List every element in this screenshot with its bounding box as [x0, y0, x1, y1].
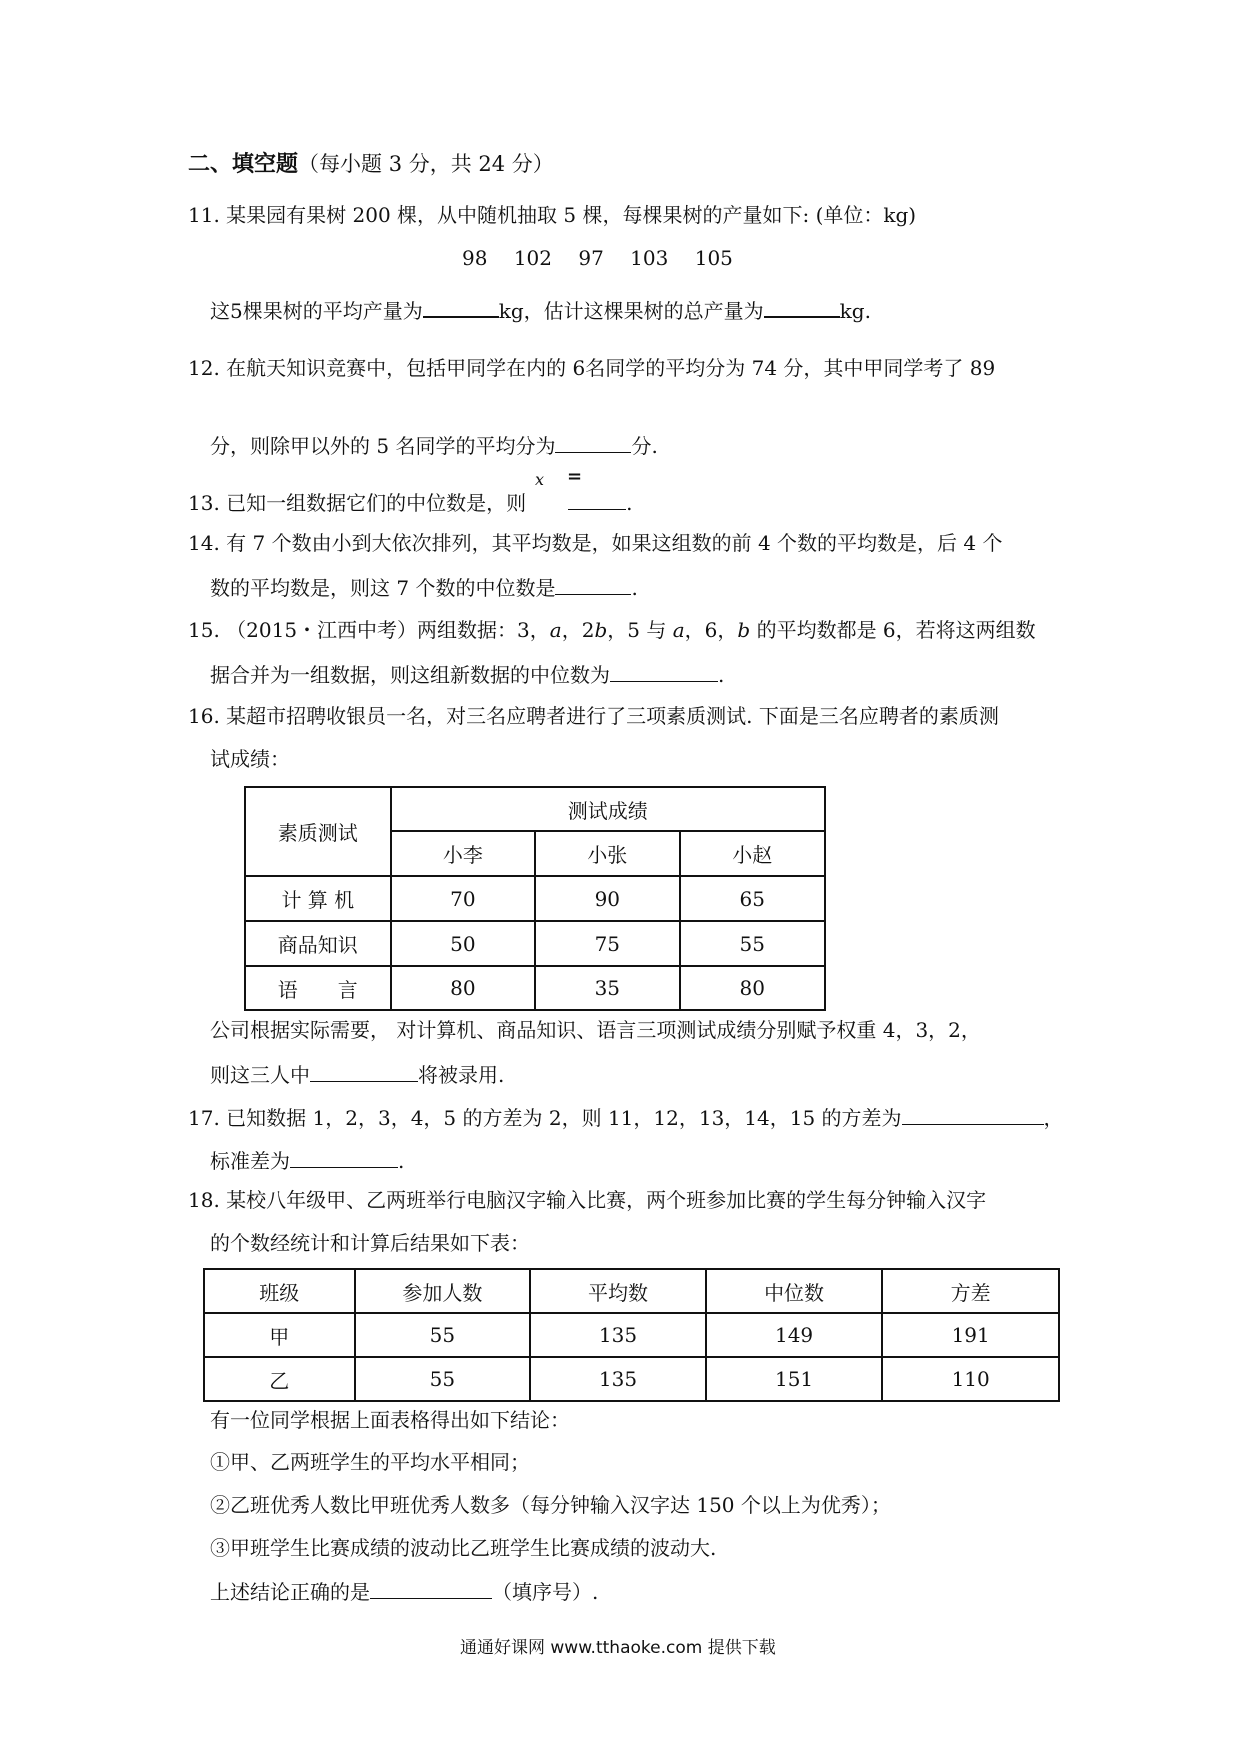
- table-cell: 甲: [204, 1313, 355, 1357]
- candidate-header: 小张: [535, 831, 679, 876]
- table-corner-header: 素质测试: [245, 787, 391, 876]
- data-value: 98: [462, 246, 488, 270]
- var-a: a: [549, 618, 562, 642]
- question-18-final: [210, 1580, 598, 1602]
- table-cell: 149: [706, 1313, 883, 1357]
- q18-prompt: 上述结论正确的是: [210, 1580, 370, 1604]
- data-value: 97: [578, 246, 604, 270]
- table-cell: 65: [680, 876, 825, 921]
- answer-blank[interactable]: [902, 1106, 1044, 1125]
- question-17-line2: [210, 1149, 404, 1171]
- q15-part-b: ，5 与: [607, 618, 667, 642]
- question-15-line1: [188, 620, 1036, 640]
- question-18-line2: 的个数经统计和计算后结果如下表：: [210, 1231, 530, 1255]
- column-header: 班级: [204, 1269, 355, 1313]
- question-16-after1: 公司根据实际需要， 对计算机、商品知识、语言三项测试成绩分别赋予权重 4，3，2，: [210, 1018, 981, 1042]
- table-cell: 55: [680, 921, 825, 966]
- q11-prompt-b: kg，估计这棵果树的总产量为: [498, 299, 764, 323]
- answer-blank[interactable]: [310, 1063, 418, 1082]
- table-cell: 151: [706, 1357, 883, 1401]
- table-cell: 135: [530, 1357, 706, 1401]
- row-label: 商品知识: [245, 921, 391, 966]
- section-note: （每小题 3 分，共 24 分）: [298, 152, 554, 176]
- table-cell: 90: [535, 876, 679, 921]
- candidate-header: 小赵: [680, 831, 825, 876]
- data-value: 102: [513, 246, 552, 270]
- table-cell: 80: [391, 966, 535, 1010]
- table-cell: 70: [391, 876, 535, 921]
- q17-end: .: [398, 1149, 405, 1173]
- section-header: [188, 154, 554, 176]
- question-11-line2: [210, 298, 871, 321]
- question-14-line2: [210, 576, 638, 598]
- q11-prompt-c: kg.: [839, 299, 871, 323]
- question-16-after2: [210, 1063, 504, 1085]
- answer-blank[interactable]: [568, 491, 626, 510]
- table-group-header: 测试成绩: [391, 787, 825, 831]
- q17-comma: ，: [1043, 1106, 1064, 1130]
- q13-prompt: 13. 已知一组数据它们的中位数是，则: [188, 491, 527, 515]
- var-a: a: [672, 618, 685, 642]
- question-16-line1: 16. 某超市招聘收银员一名，对三名应聘者进行了三项素质测试. 下面是三名应聘者的素质测: [188, 704, 999, 728]
- table-cell: 55: [355, 1313, 531, 1357]
- footer-credit: 通通好课网 www.tthaoke.com 提供下载: [460, 1638, 776, 1658]
- q15-end: .: [718, 663, 725, 687]
- question-11-text: 11. 某果园有果树 200 棵，从中随机抽取 5 棵，每棵果树的产量如下: (单位：kg): [188, 203, 917, 227]
- table-cell: 乙: [204, 1357, 355, 1401]
- answer-blank[interactable]: [555, 576, 631, 595]
- q15-sep1: ，2: [561, 618, 595, 642]
- q15-sep2: ，6，: [684, 618, 738, 642]
- q14-prompt: 数的平均数是，则这 7 个数的中位数是: [210, 576, 556, 600]
- question-13: [188, 491, 633, 513]
- row-label: 计 算 机: [245, 876, 391, 921]
- q15-part-a: 15. （2015・江西中考）两组数据：3，: [188, 618, 550, 642]
- column-header: 中位数: [706, 1269, 883, 1313]
- answer-blank[interactable]: [555, 434, 631, 453]
- row-label: 语 言: [245, 966, 391, 1010]
- question-12-line2: [210, 434, 658, 456]
- question-18-line1: 18. 某校八年级甲、乙两班举行电脑汉字输入比赛，两个班参加比赛的学生每分钟输入汉字: [188, 1188, 987, 1212]
- q15-prompt: 据合并为一组数据，则这组新数据的中位数为: [210, 663, 610, 687]
- q18-hint: （填序号）.: [492, 1580, 599, 1604]
- var-b: b: [737, 618, 751, 642]
- question-17-line1: [188, 1106, 1064, 1128]
- table-cell: 191: [882, 1313, 1059, 1357]
- question-16-line2: 试成绩：: [210, 747, 290, 771]
- equals-sign: =: [567, 466, 583, 487]
- q17-prompt: 17. 已知数据 1，2，3，4，5 的方差为 2，则 11，12，13，14，15 的方差为: [188, 1106, 902, 1130]
- q13-end: .: [626, 491, 633, 515]
- answer-blank[interactable]: [764, 298, 840, 318]
- conclusion-3: ③甲班学生比赛成绩的波动比乙班学生比赛成绩的波动大.: [210, 1536, 717, 1560]
- conclusion-intro: 有一位同学根据上面表格得出如下结论：: [210, 1408, 570, 1432]
- table-cell: 35: [535, 966, 679, 1010]
- question-11-data: [462, 248, 733, 268]
- score-table: [244, 786, 826, 1011]
- column-header: 参加人数: [355, 1269, 531, 1313]
- question-15-line2: [210, 663, 724, 685]
- answer-blank[interactable]: [290, 1149, 398, 1168]
- q16-prompt-a: 则这三人中: [210, 1063, 310, 1087]
- var-b: b: [594, 618, 608, 642]
- table-cell: 75: [535, 921, 679, 966]
- q16-prompt-b: 将被录用.: [418, 1063, 505, 1087]
- table-cell: 55: [355, 1357, 531, 1401]
- answer-blank[interactable]: [370, 1580, 492, 1599]
- variable-x: x: [535, 470, 545, 489]
- section-title: 二、填空题: [188, 152, 299, 177]
- data-value: 105: [694, 246, 733, 270]
- answer-blank[interactable]: [423, 298, 499, 318]
- column-header: 平均数: [530, 1269, 706, 1313]
- class-stats-table: [203, 1268, 1060, 1402]
- question-12-line1: 12. 在航天知识竞赛中，包括甲同学在内的 6名同学的平均分为 74 分，其中甲同学考了 89: [188, 356, 996, 380]
- question-14-line1: 14. 有 7 个数由小到大依次排列，其平均数是，如果这组数的前 4 个数的平均数是，后 4 个: [188, 531, 1003, 555]
- q14-end: .: [631, 576, 638, 600]
- column-header: 方差: [882, 1269, 1059, 1313]
- table-cell: 135: [530, 1313, 706, 1357]
- table-cell: 50: [391, 921, 535, 966]
- candidate-header: 小李: [391, 831, 535, 876]
- answer-blank[interactable]: [610, 663, 718, 682]
- q12-prompt-a: 分，则除甲以外的 5 名同学的平均分为: [210, 434, 556, 458]
- conclusion-2: ②乙班优秀人数比甲班优秀人数多（每分钟输入汉字达 150 个以上为优秀）；: [210, 1493, 891, 1517]
- q15-part-c: 的平均数都是 6，若将这两组数: [756, 618, 1036, 642]
- data-value: 103: [630, 246, 669, 270]
- q12-prompt-b: 分.: [631, 434, 658, 458]
- table-cell: 110: [882, 1357, 1059, 1401]
- q17-prompt-2: 标准差为: [210, 1149, 290, 1173]
- conclusion-1: ①甲、乙两班学生的平均水平相同；: [210, 1450, 530, 1474]
- table-cell: 80: [680, 966, 825, 1010]
- q11-prompt-a: 这5棵果树的平均产量为: [210, 299, 423, 323]
